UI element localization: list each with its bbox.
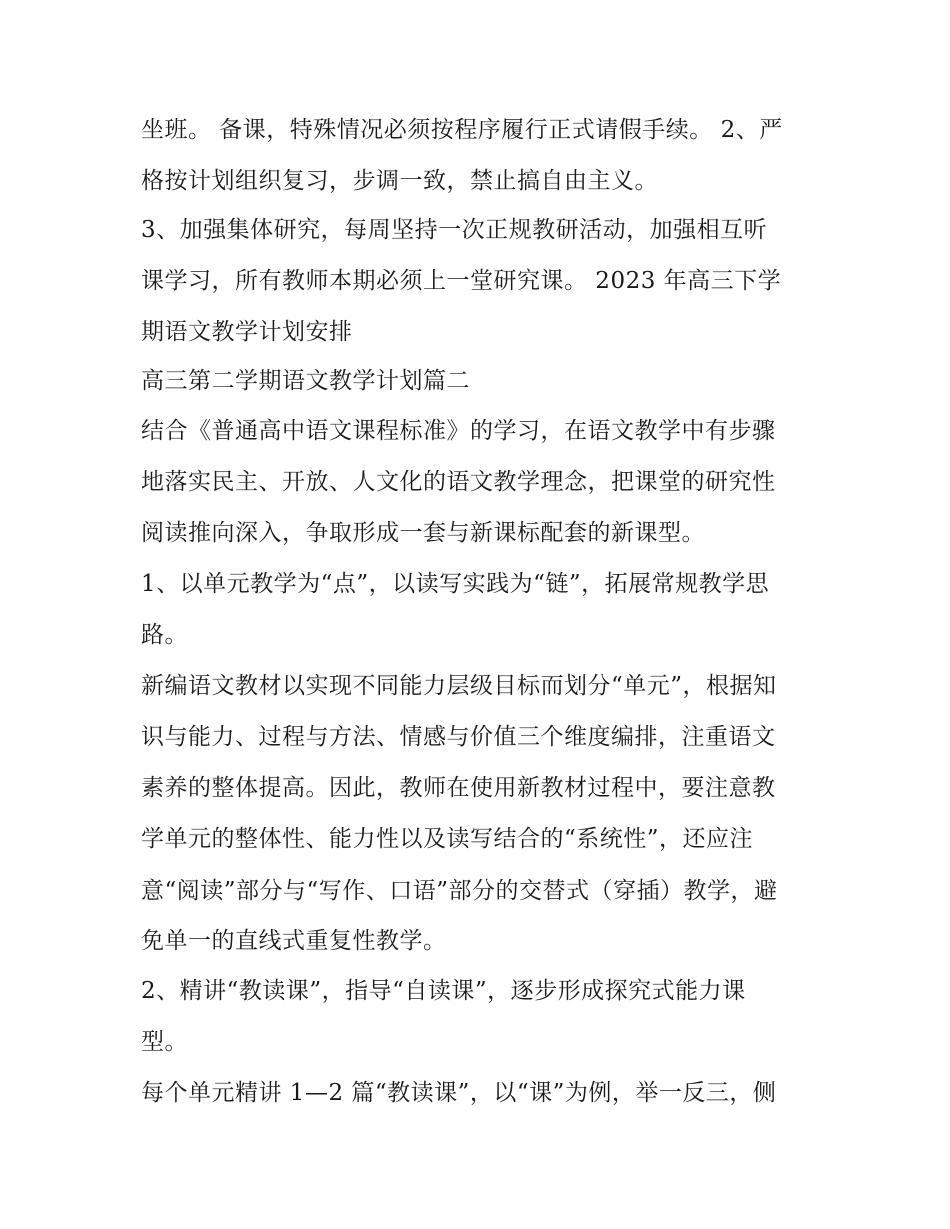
text-line: 识与能力、过程与方法、情感与价值三个维度编排，注重语文	[141, 724, 776, 750]
text-line: 学单元的整体性、能力性以及读写结合的“系统性”，还应注	[141, 826, 754, 852]
section-heading: 高三第二学期语文教学计划篇二	[141, 368, 470, 394]
text-line: 型。	[141, 1029, 188, 1055]
text-line: 3、加强集体研究，每周坚持一次正规教研活动，加强相互听	[141, 217, 768, 243]
text-line: 免单一的直线式重复性教学。	[141, 928, 447, 954]
text-line: 期语文教学计划安排	[141, 319, 353, 345]
text-line: 1、以单元教学为“点”，以读写实践为“链”，拓展常规教学思	[141, 571, 770, 597]
text-line: 意“阅读”部分与“写作、口语”部分的交替式（穿插）教学，避	[141, 878, 778, 904]
text-line: 坐班。 备课，特殊情况必须按程序履行正式请假手续。 2、严	[141, 117, 783, 143]
text-line: 格按计划组织复习，步调一致，禁止搞自由主义。	[141, 168, 658, 194]
text-line: 素养的整体提高。因此，教师在使用新教材过程中，要注意教	[141, 775, 776, 801]
text-line: 2、精讲“教读课”，指导“自读课”，逐步形成探究式能力课	[141, 978, 746, 1004]
text-line: 地落实民主、开放、人文化的语文教学理念，把课堂的研究性	[141, 469, 776, 495]
text-line: 新编语文教材以实现不同能力层级目标而划分“单元”，根据知	[141, 673, 777, 699]
text-line: 课学习，所有教师本期必须上一堂研究课。 2023 年高三下学	[141, 268, 782, 294]
text-line: 每个单元精讲 1—2 篇“教读课”，以“课”为例，举一反三，侧	[141, 1080, 777, 1106]
text-line: 结合《普通高中语文课程标准》的学习，在语文教学中有步骤	[141, 418, 776, 444]
text-line: 阅读推向深入，争取形成一套与新课标配套的新课型。	[141, 520, 705, 546]
text-line: 路。	[141, 622, 188, 648]
